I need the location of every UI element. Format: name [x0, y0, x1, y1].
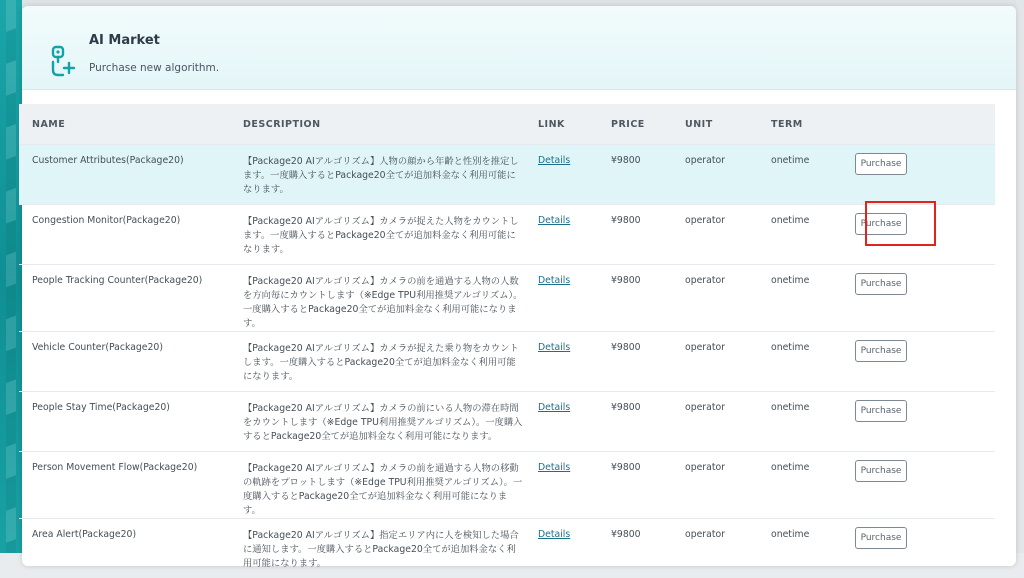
table-row — [19, 452, 995, 519]
details-link[interactable]: Details — [538, 215, 570, 226]
term-cell: onetime — [758, 519, 842, 578]
selection-highlight-box — [865, 201, 936, 246]
column-header-link: LINK — [525, 104, 598, 145]
price-cell: ¥9800 — [598, 332, 672, 392]
column-header-unit: UNIT — [672, 104, 758, 145]
details-link[interactable]: Details — [538, 155, 570, 166]
price-cell: ¥9800 — [598, 205, 672, 265]
algorithm-name: Customer Attributes(Package20) — [19, 145, 230, 205]
price-cell: ¥9800 — [598, 265, 672, 332]
algorithm-name: Congestion Monitor(Package20) — [19, 205, 230, 265]
algorithm-description: 【Package20 AIアルゴリズム】カメラが捉えた乗り物をカウントします。一度購入するとPackage20全てが追加料金なく利用可能になります。 — [230, 332, 525, 392]
term-cell: onetime — [758, 205, 842, 265]
purchase-button[interactable]: Purchase — [855, 153, 907, 175]
unit-cell: operator — [672, 145, 758, 205]
details-link[interactable]: Details — [538, 402, 570, 413]
algorithm-name: People Stay Time(Package20) — [19, 392, 230, 452]
algorithm-table — [19, 104, 995, 578]
purchase-button[interactable]: Purchase — [855, 340, 907, 362]
purchase-button[interactable]: Purchase — [855, 527, 907, 549]
purchase-button[interactable]: Purchase — [855, 400, 907, 422]
term-cell: onetime — [758, 145, 842, 205]
column-header-name: NAME — [19, 104, 230, 145]
table-row — [19, 145, 995, 205]
purchase-button[interactable]: Purchase — [855, 213, 907, 235]
table-row — [19, 265, 995, 332]
table-header-row — [19, 104, 995, 145]
price-cell: ¥9800 — [598, 392, 672, 452]
table-row — [19, 519, 995, 578]
term-cell: onetime — [758, 265, 842, 332]
unit-cell: operator — [672, 392, 758, 452]
ai-market-icon — [50, 44, 76, 78]
modal-header — [22, 6, 1016, 90]
column-header-action — [842, 104, 995, 145]
algorithm-description: 【Package20 AIアルゴリズム】指定エリア内に人を検知した場合に通知します。一度購入するとPackage20全てが追加料金なく利用可能になります。 — [230, 519, 525, 578]
column-header-price: PRICE — [598, 104, 672, 145]
background-right — [1016, 0, 1024, 553]
price-cell: ¥9800 — [598, 145, 672, 205]
unit-cell: operator — [672, 452, 758, 519]
unit-cell: operator — [672, 519, 758, 578]
details-link[interactable]: Details — [538, 275, 570, 286]
algorithm-description: 【Package20 AIアルゴリズム】カメラの前を通過する人物の移動の軌跡をプロットします（※Edge TPU利用推奨アルゴリズム）。一度購入するとPackage20全てが追加料金なく利用可能になります。 — [230, 452, 525, 519]
algorithm-description: 【Package20 AIアルゴリズム】カメラが捉えた人物をカウントします。一度購入するとPackage20全てが追加料金なく利用可能になります。 — [230, 205, 525, 265]
purchase-button[interactable]: Purchase — [855, 460, 907, 482]
algorithm-name: Vehicle Counter(Package20) — [19, 332, 230, 392]
details-link[interactable]: Details — [538, 529, 570, 540]
table-row — [19, 392, 995, 452]
unit-cell: operator — [672, 205, 758, 265]
unit-cell: operator — [672, 265, 758, 332]
term-cell: onetime — [758, 332, 842, 392]
details-link[interactable]: Details — [538, 462, 570, 473]
algorithm-description: 【Package20 AIアルゴリズム】人物の顔から年齢と性別を推定します。一度購入するとPackage20全てが追加料金なく利用可能になります。 — [230, 145, 525, 205]
term-cell: onetime — [758, 452, 842, 519]
details-link[interactable]: Details — [538, 342, 570, 353]
price-cell: ¥9800 — [598, 519, 672, 578]
unit-cell: operator — [672, 332, 758, 392]
page-subtitle: Purchase new algorithm. — [89, 62, 219, 74]
table-row — [19, 205, 995, 265]
algorithm-name: Person Movement Flow(Package20) — [19, 452, 230, 519]
algorithm-description: 【Package20 AIアルゴリズム】カメラの前を通過する人物の人数を方向毎にカウントします（※Edge TPU利用推奨アルゴリズム）。一度購入するとPackage20全てが追加料金なく利用可能になります。 — [230, 265, 525, 332]
page-title: AI Market — [89, 33, 160, 48]
algorithm-name: People Tracking Counter(Package20) — [19, 265, 230, 332]
term-cell: onetime — [758, 392, 842, 452]
column-header-term: TERM — [758, 104, 842, 145]
table-row — [19, 332, 995, 392]
column-header-description: DESCRIPTION — [230, 104, 525, 145]
algorithm-description: 【Package20 AIアルゴリズム】カメラの前にいる人物の滞在時間をカウントします（※Edge TPU利用推奨アルゴリズム）。一度購入するとPackage20全てが追加料金なく利用可能になります。 — [230, 392, 525, 452]
price-cell: ¥9800 — [598, 452, 672, 519]
algorithm-name: Area Alert(Package20) — [19, 519, 230, 578]
purchase-button[interactable]: Purchase — [855, 273, 907, 295]
